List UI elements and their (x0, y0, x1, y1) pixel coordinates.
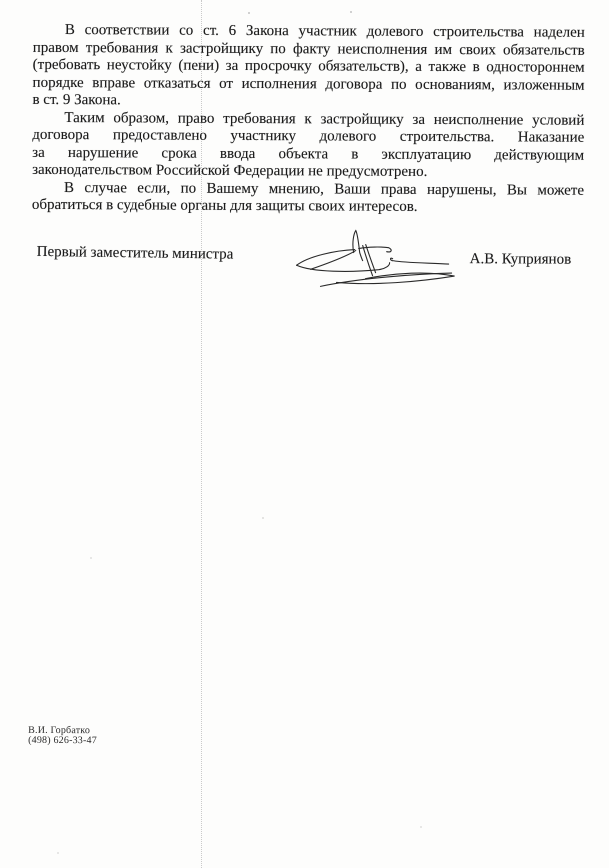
executor-name: В.И. Горбатко (28, 724, 91, 737)
text-line: законодательством Российской Федерации не предусмотрено. (32, 161, 428, 180)
scan-noise-speck (90, 557, 92, 559)
text-line: В соответствии со ст. 6 Закона участник долевого строительства наделен (64, 22, 585, 41)
scan-noise-speck (262, 517, 264, 519)
scan-noise-speck (420, 826, 422, 828)
scan-noise-speck (350, 11, 352, 13)
signature-icon (288, 223, 458, 294)
scan-noise-speck (248, 12, 250, 14)
text-line: правом требования к застройщику по факту неисполнения им своих обязательств (32, 39, 585, 59)
text-line: в ст. 9 Закона. (32, 91, 121, 109)
body-paragraph (32, 22, 584, 112)
body-paragraph (32, 179, 584, 217)
text-line: В случае если, по Вашему мнению, Ваши права нарушены, Вы можете (63, 179, 585, 199)
executor-footer (28, 726, 97, 745)
text-line: обратиться в судебные органы для защиты своих интересов. (31, 196, 418, 215)
executor-phone: (498) 626-33-47 (28, 734, 97, 746)
text-line: за нарушение срока ввода объекта в эксплуатацию действующим (32, 144, 585, 164)
signatory-name: А.В. Куприянов (469, 251, 572, 268)
text-line: Таким образом, право требования к застройщику за неисполнение условий (64, 109, 585, 129)
text-line: договора предоставлено участнику долевого строительства. Наказание (32, 126, 585, 146)
scan-noise-speck (57, 852, 59, 854)
text-line: (требовать неустойку (пени) за просрочку обязательств), а также в одностороннем (32, 56, 585, 76)
body-paragraph (32, 109, 584, 182)
letter-body (32, 22, 585, 217)
text-line: порядке вправе отказаться от исполнения договора по основаниям, изложенным (32, 74, 585, 94)
signatory-title: Первый заместитель министра (36, 243, 234, 263)
